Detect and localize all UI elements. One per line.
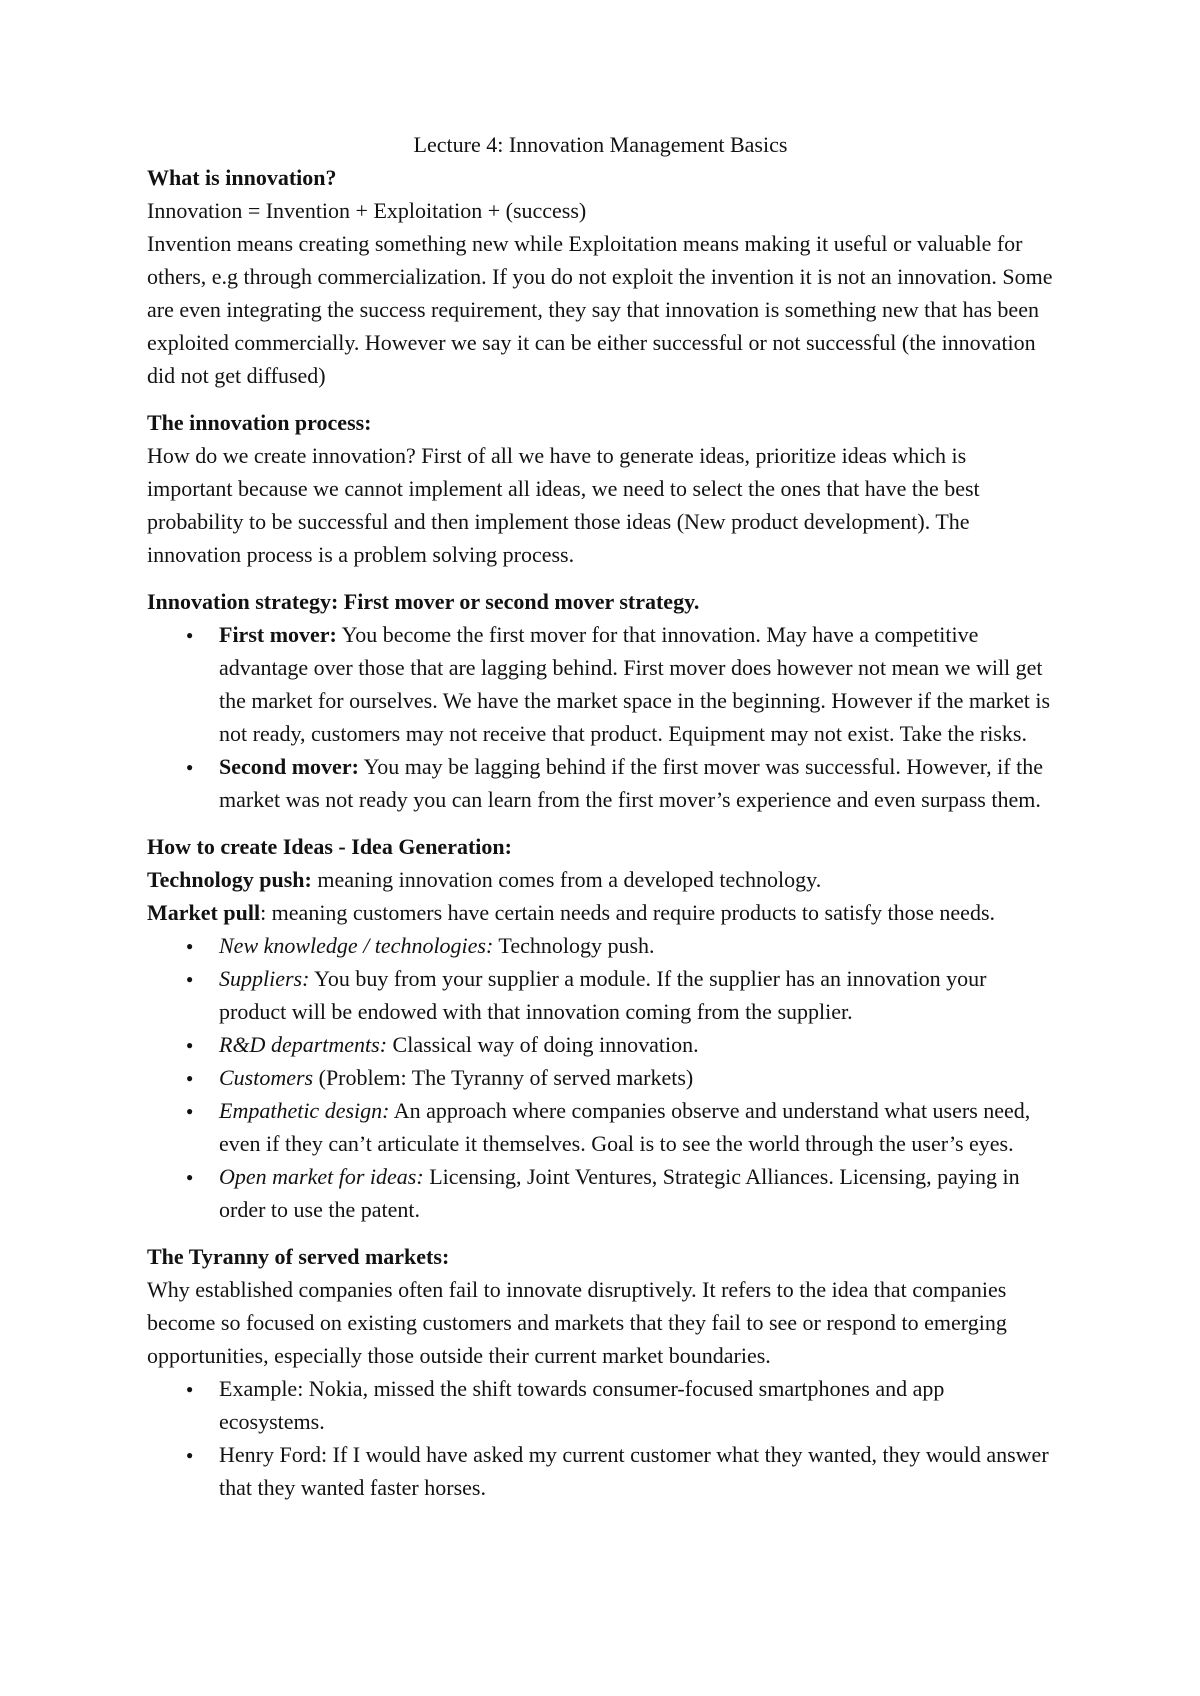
section-heading: How to create Ideas - Idea Generation:: [147, 834, 512, 859]
paragraph: How do we create innovation? First of all we have to generate ideas, prioritize ideas which is important because we cannot implement all ideas, we need to select the ones that have the best probability to be successful and then implement those ideas (New product development). The innovation process is a problem solving process.: [147, 443, 980, 567]
bullet-lead: Suppliers:: [219, 966, 310, 991]
bullet-icon: ●: [186, 939, 194, 953]
bullet-text: (Problem: The Tyranny of served markets): [313, 1065, 694, 1090]
list-item: [186, 1160, 1054, 1226]
list-item: [186, 1438, 1054, 1504]
bullet-text: Licensing, Joint Ventures, Strategic Alliances. Licensing, paying in order to use the patent.: [219, 1164, 1020, 1222]
paragraph: Invention means creating something new while Exploitation means making it useful or valuable for others, e.g through commercialization. If you do not exploit the invention it is not an innovation. Some are even integrating the success requirement, they say that innovation is something new that has been exploited commercially. However we say it can be either successful or not successful (the innovation did not get diffused): [147, 231, 1053, 388]
bullet-lead: Second mover:: [219, 754, 359, 779]
bullet-text: Example: Nokia, missed the shift towards consumer-focused smartphones and app ecosystems.: [219, 1376, 945, 1434]
section-innovation-process: [147, 406, 1054, 571]
section-idea-generation: [147, 830, 1054, 1226]
bullet-text: Henry Ford: If I would have asked my current customer what they wanted, they would answer that they wanted faster horses.: [219, 1442, 1049, 1500]
bullet-lead: New knowledge / technologies:: [219, 933, 494, 958]
section-heading: The Tyranny of served markets:: [147, 1244, 450, 1269]
list-item: [186, 929, 1054, 962]
bullet-icon: ●: [186, 1038, 194, 1052]
section-heading: The innovation process:: [147, 410, 372, 435]
paragraph: Why established companies often fail to innovate disruptively. It refers to the idea that companies become so focused on existing customers and markets that they fail to see or respond to emerging opportunities, especially those outside their current market boundaries.: [147, 1277, 1007, 1368]
bullet-lead: R&D departments:: [219, 1032, 388, 1057]
bullet-text: You become the first mover for that innovation. May have a competitive advantage over those that are lagging behind. First mover does however not mean we will get the market for ourselves. We have the market space in the beginning. However if the market is not ready, customers may not receive that product. Equipment may not exist. Take the risks.: [219, 622, 1051, 746]
paragraph: [147, 863, 1054, 896]
paragraph-text: meaning innovation comes from a developed technology.: [311, 867, 822, 892]
bullet-lead: Open market for ideas:: [219, 1164, 424, 1189]
paragraph-text: : meaning customers have certain needs and require products to satisfy those needs.: [260, 900, 995, 925]
bullet-icon: ●: [186, 972, 194, 986]
bullet-lead: First mover:: [219, 622, 337, 647]
bullet-icon: ●: [186, 1104, 194, 1118]
bullet-text: Classical way of doing innovation.: [387, 1032, 699, 1057]
bullet-lead: Empathetic design:: [219, 1098, 390, 1123]
bullet-icon: ●: [186, 1071, 194, 1085]
paragraph: Innovation = Invention + Exploitation + (success): [147, 198, 587, 223]
document-title: Lecture 4: Innovation Management Basics: [413, 132, 788, 157]
section-tyranny-of-served-markets: [147, 1240, 1054, 1504]
bullet-text: You buy from your supplier a module. If the supplier has an innovation your product will be endowed with that innovation coming from the supplier.: [219, 966, 987, 1024]
bullet-text: Technology push.: [493, 933, 655, 958]
examples-list: [147, 1372, 1054, 1504]
list-item: [186, 1094, 1054, 1160]
section-heading: Innovation strategy: First mover or second mover strategy.: [147, 589, 700, 614]
strategy-list: [147, 618, 1054, 816]
paragraph-lead: Technology push:: [147, 867, 312, 892]
list-item: [186, 1028, 1054, 1061]
bullet-text: An approach where companies observe and understand what users need, even if they can’t articulate it themselves. Goal is to see the world through the user’s eyes.: [219, 1098, 1031, 1156]
bullet-text: You may be lagging behind if the first mover was successful. However, if the market was not ready you can learn from the first mover’s experience and even surpass them.: [219, 754, 1043, 812]
section-heading: What is innovation?: [147, 165, 337, 190]
section-what-is-innovation: [147, 161, 1054, 392]
paragraph: [147, 896, 1054, 929]
bullet-lead: Customers: [219, 1065, 314, 1090]
bullet-icon: ●: [186, 1382, 194, 1396]
bullet-icon: ●: [186, 628, 194, 642]
bullet-icon: ●: [186, 1170, 194, 1184]
list-item: [186, 1372, 1054, 1438]
bullet-icon: ●: [186, 1448, 194, 1462]
idea-sources-list: [147, 929, 1054, 1226]
bullet-icon: ●: [186, 760, 194, 774]
list-item: [186, 1061, 1054, 1094]
list-item: [186, 962, 1054, 1028]
list-item: [186, 618, 1054, 750]
section-innovation-strategy: [147, 585, 1054, 816]
list-item: [186, 750, 1054, 816]
paragraph-lead: Market pull: [147, 900, 261, 925]
